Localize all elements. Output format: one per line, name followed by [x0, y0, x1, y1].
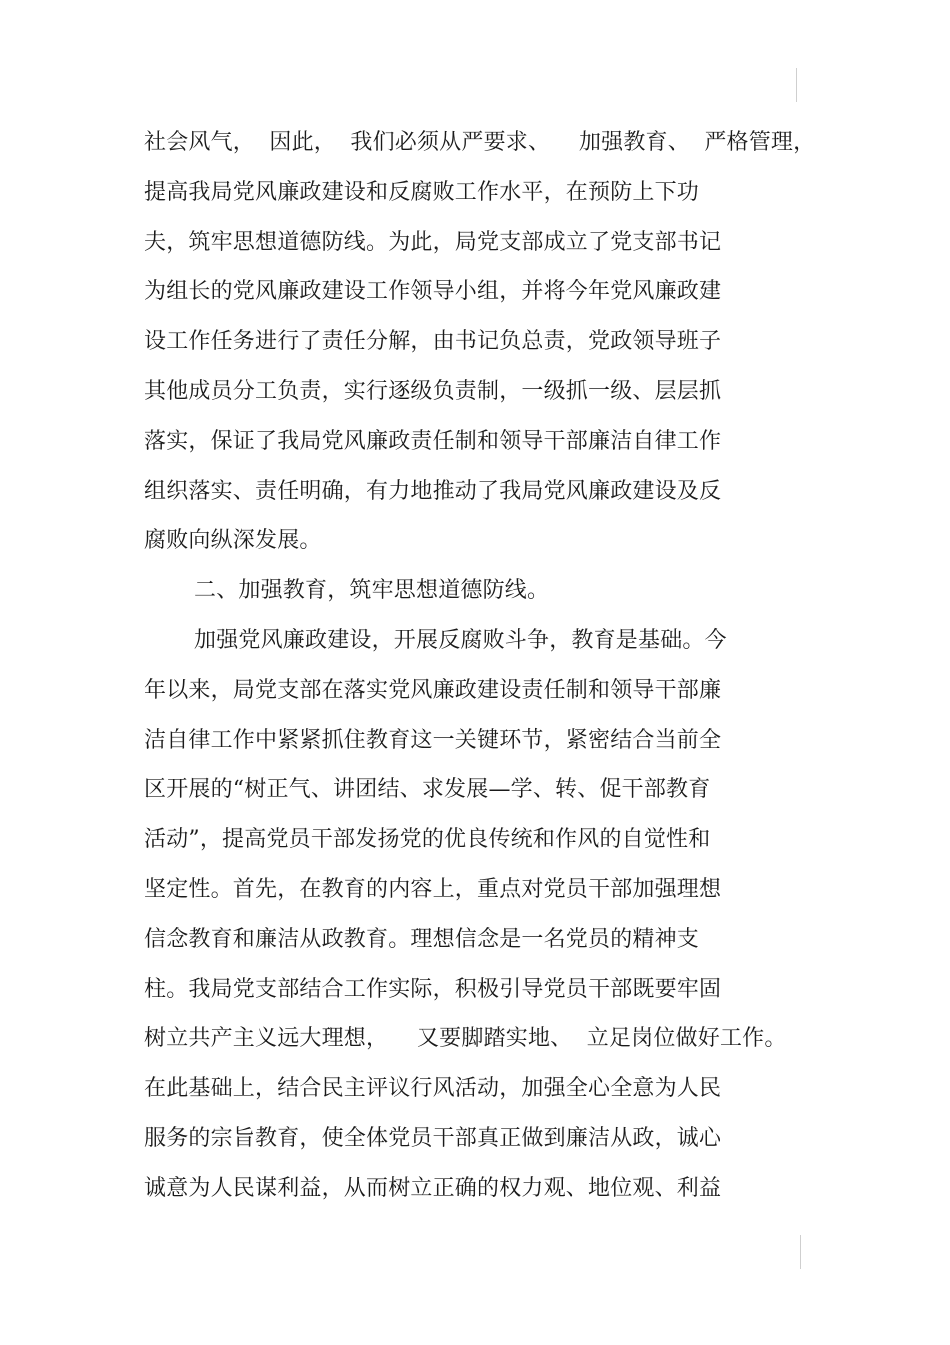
text-line: 其他成员分工负责，实行逐级负责制，一级抓一级、层层抓 [144, 378, 722, 404]
text-line: 柱。我局党支部结合工作实际，积极引导党员干部既要牢固 [144, 976, 722, 1002]
text-line: 在此基础上，结合民主评议行风活动，加强全心全意为人民 [144, 1076, 722, 1102]
text-line: 夫，筑牢思想道德防线。为此，局党支部成立了党支部书记 [144, 229, 722, 255]
text-line: 组织落实、责任明确，有力地推动了我局党风廉政建设及反 [144, 478, 722, 504]
text-line: 区开展的“树正气、讲团结、求发展—学、转、促干部教育 [144, 777, 711, 803]
section-heading: 二、加强教育，筑牢思想道德防线。 [194, 578, 550, 604]
paragraph-first-line: 加强党风廉政建设，开展反腐败斗争，教育是基础。今 [194, 627, 727, 653]
text-line: 年以来，局党支部在落实党风廉政建设责任制和领导干部廉 [144, 677, 722, 703]
text-line: 树立共产主义远大理想， 又要脚踏实地、 立足岗位做好工作。 [144, 1026, 787, 1052]
body-text [144, 118, 844, 1214]
text-line: 诚意为人民谋利益，从而树立正确的权力观、地位观、利益 [144, 1175, 722, 1201]
text-line: 设工作任务进行了责任分解，由书记负总责，党政领导班子 [144, 329, 722, 355]
text-line: 社会风气， 因此， 我们必须从严要求、 加强教育、 严格管理， [144, 130, 816, 155]
page-corner-mark-top [796, 68, 797, 102]
text-line: 洁自律工作中紧紧抓住教育这一关键环节，紧密结合当前全 [144, 727, 722, 753]
text-line: 腐败向纵深发展。 [144, 528, 322, 554]
text-line: 服务的宗旨教育，使全体党员干部真正做到廉洁从政，诚心 [144, 1125, 722, 1151]
text-line: 提高我局党风廉政建设和反腐败工作水平，在预防上下功 [144, 179, 700, 205]
text-line: 为组长的党风廉政建设工作领导小组，并将今年党风廉政建 [144, 279, 722, 305]
page-corner-mark-bottom [800, 1235, 801, 1269]
text-line: 坚定性。首先，在教育的内容上，重点对党员干部加强理想 [144, 876, 722, 902]
text-line: 落实，保证了我局党风廉政责任制和领导干部廉洁自律工作 [144, 428, 722, 454]
text-line: 信念教育和廉洁从政教育。理想信念是一名党员的精神支 [144, 926, 700, 952]
text-line: 活动”，提高党员干部发扬党的优良传统和作风的自觉性和 [144, 827, 711, 853]
